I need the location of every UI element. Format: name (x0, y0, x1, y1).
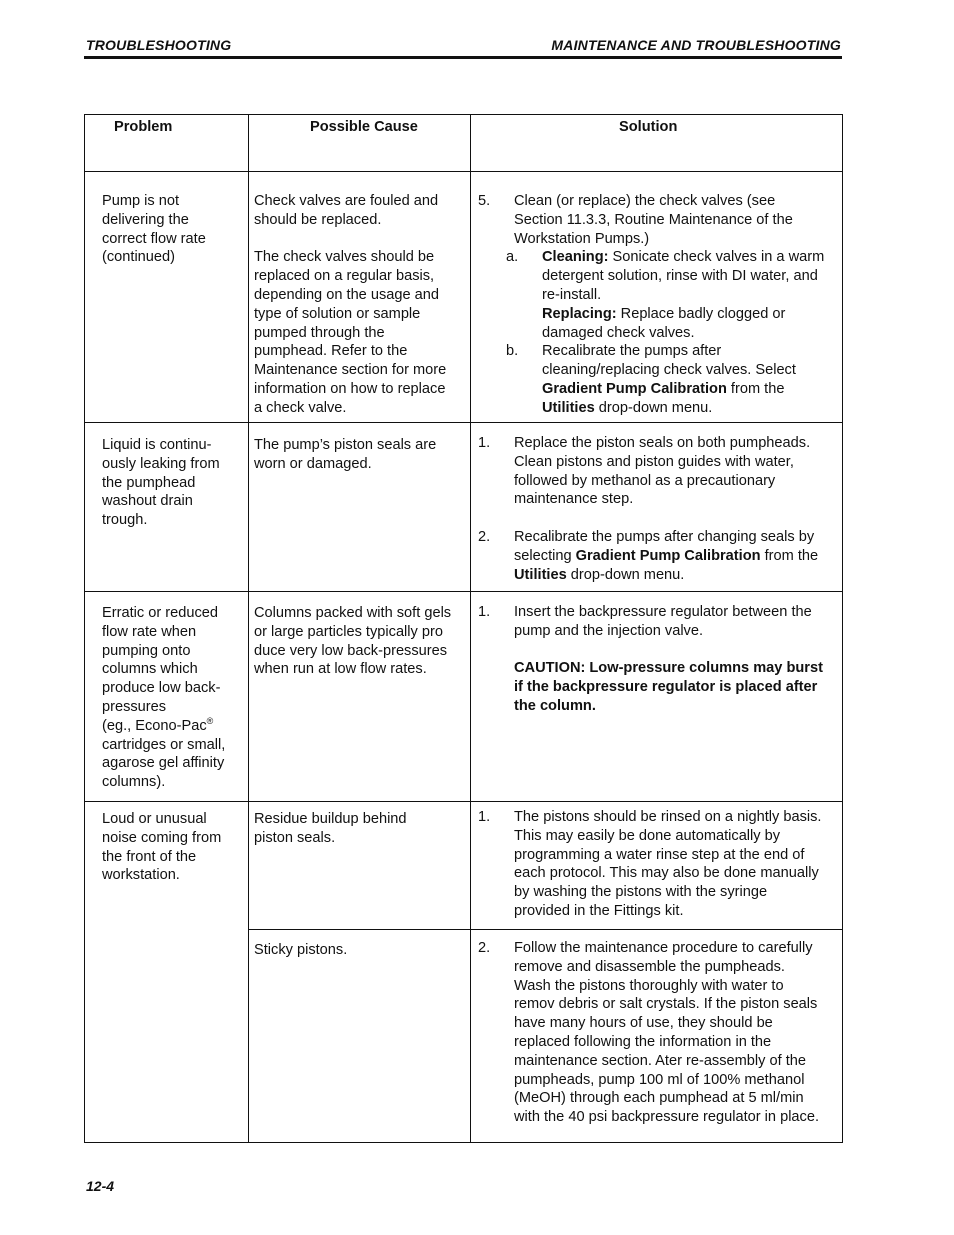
row2-problem: Liquid is continu- ously leaking from the pumphead washout drain trough. (102, 437, 220, 529)
row3-solution: 1. Insert the backpressure regulator between the pump and the injection valve. CAUTION: Low-pressure columns may burst if the backpressure regulator is placed after the column. (478, 603, 842, 716)
step-number: 5. (478, 193, 491, 209)
page-number: 12-4 (86, 1178, 115, 1194)
running-header-chapter: MAINTENANCE AND TROUBLESHOOTING (551, 37, 841, 53)
step-number: 1. (478, 809, 491, 825)
row-divider-1 (85, 422, 842, 423)
row3-problem: Erratic or reduced flow rate when pumping onto columns which produce low back- pressures (eg., Econo-Pac® cartridges or small, agarose gel affinity columns). (102, 605, 226, 791)
step-number: 2. (478, 528, 491, 545)
column-divider-1 (248, 115, 249, 1142)
running-header-section: TROUBLESHOOTING (86, 37, 232, 53)
row-divider-3 (85, 801, 842, 802)
row4-problem: Loud or unusual noise coming from the front of the workstation. (102, 811, 222, 884)
substep-label: a. (506, 249, 519, 266)
row4-cause: Residue buildup behind piston seals. (254, 811, 407, 846)
step-number: 1. (478, 604, 491, 620)
row4-solution: 1. The pistons should be rinsed on a nightly basis. This may easily be done automatically by programming a water rinse step at the end of each protocol. This may also be done manually by washing the pistons with the syringe provided in the Fittings kit. (478, 809, 822, 919)
header-rule (84, 56, 842, 59)
column-header-cause: Possible Cause (310, 119, 418, 135)
troubleshooting-table (84, 114, 843, 1143)
header-row-divider (85, 171, 842, 172)
column-header-problem: Problem (114, 119, 173, 135)
registered-mark: ® (206, 715, 214, 726)
row-divider-2 (85, 591, 842, 592)
row5-solution: 2. Follow the maintenance procedure to carefully remove and disassemble the pumpheads. Wash the pistons thoroughly with water to remov debris or salt crystals. If the piston seals have many hours of use, they should be replaced following the information in the maintenance section. Ater re-assembly of the pumpheads, pump 100 ml of 100% methanol (MeOH) through each pumphead at 5 ml/min with the 40 psi backpressure regulator in place. (478, 940, 820, 1126)
caution-note: CAUTION: Low-pressure columns may burst if the backpressure regulator is placed after the column. (514, 660, 823, 714)
row2-solution: 1. Replace the piston seals on both pumpheads. Clean pistons and piston guides with water, followed by methanol as a precautionary maintenance step. 2. Recalibrate the pumps after changing seals by selecting Gradient Pump Calibration from the Utilities drop-down menu. (478, 435, 819, 583)
step-number: 2. (478, 940, 491, 956)
row5-cause: Sticky pistons. (254, 942, 348, 958)
row1-solution: 5. Clean (or replace) the check valves (see Section 11.3.3, Routine Maintenance of the Workstation Pumps.) a. Cleaning: Sonicate check valves in a warm detergent solution, rinse with DI water, and re-install. Replacing: Replace badly clogged or damaged check valves. b. Recalibrate the pumps after cleaning/replacing check valves. Select Gradient Pump Calibration from the Utilities drop-down menu. (478, 193, 825, 416)
column-header-solution: Solution (619, 119, 678, 135)
row3-cause: Columns packed with soft gels or large particles typically pro duce very low back-pressures when run at low flow rates. (254, 605, 452, 678)
step-number: 1. (478, 435, 491, 451)
column-divider-2 (470, 115, 471, 1142)
row-divider-4 (248, 929, 842, 930)
row1-problem: Pump is not delivering the correct flow rate (continued) (102, 193, 206, 266)
substep-label: b. (506, 343, 519, 360)
row2-cause: The pump’s piston seals are worn or damaged. (254, 437, 437, 472)
row1-cause: Check valves are fouled and should be replaced. The check valves should be replaced on a regular basis, depending on the usage and type of solution or sample pumped through the pumphead. Refer to the Maintenance section for more information on how to replace a check valve. (254, 193, 447, 416)
